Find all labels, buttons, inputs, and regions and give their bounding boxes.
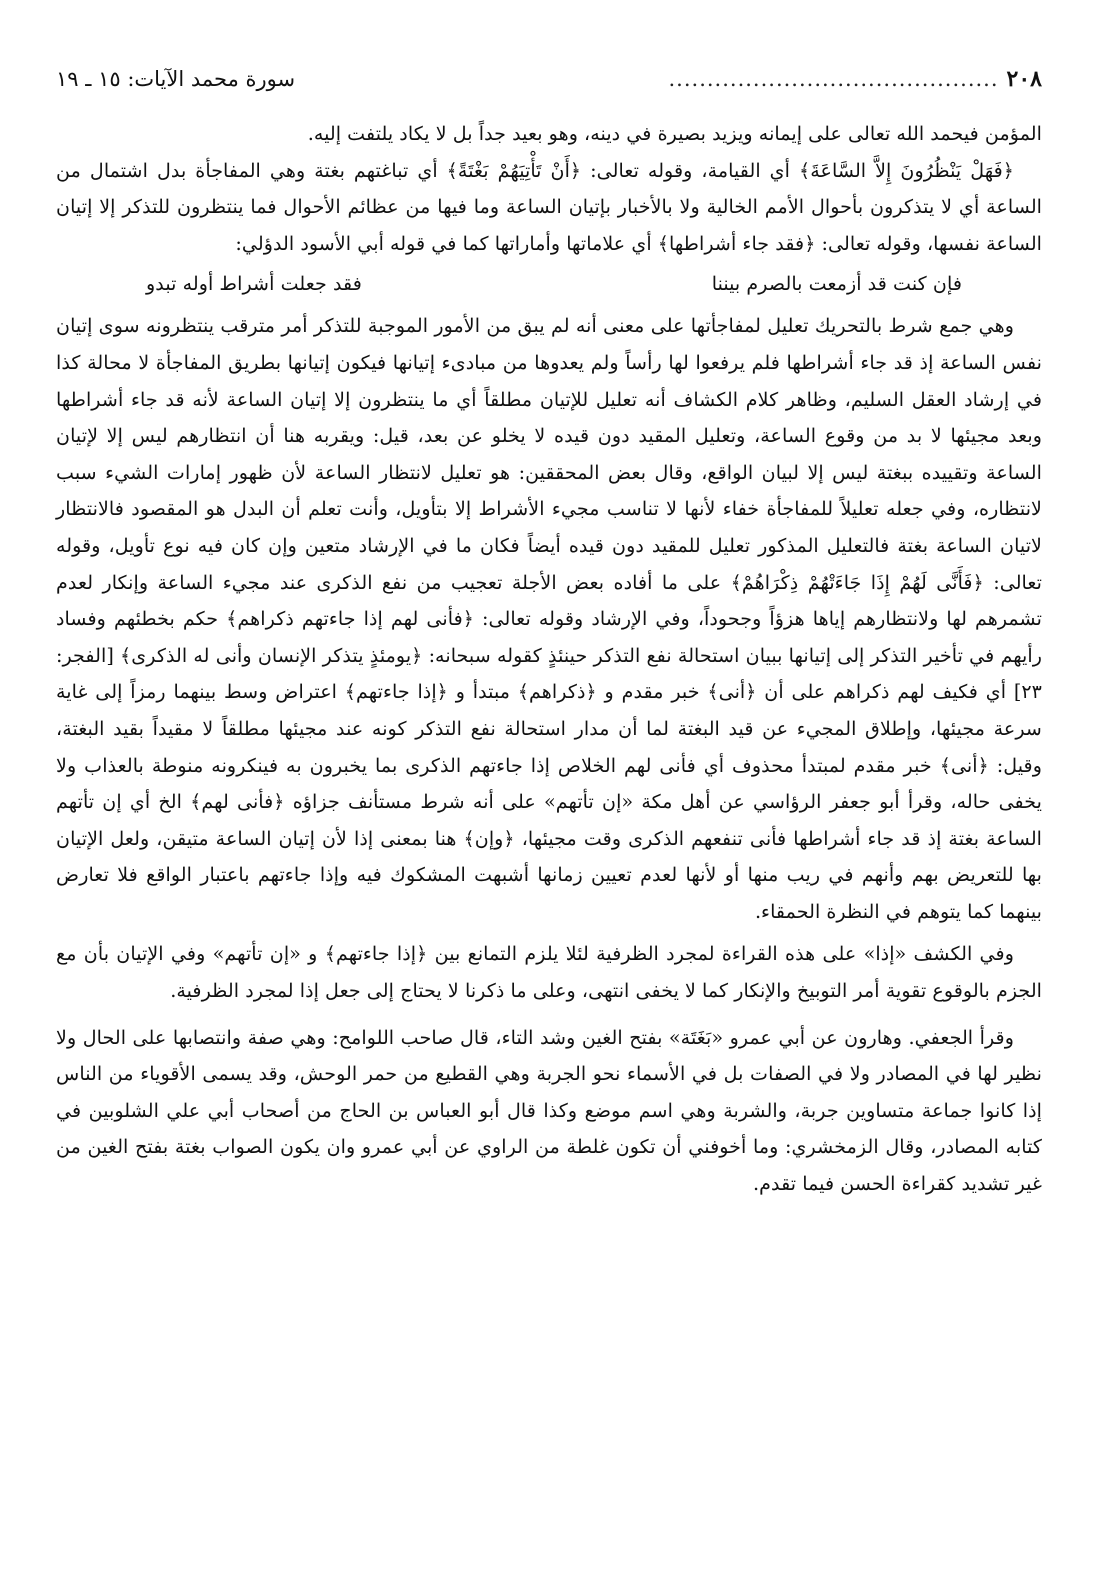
body-text bbox=[56, 116, 1042, 1203]
verse-first-hemistich: فإن كنت قد أزمعت بالصرم بيننا bbox=[711, 272, 962, 296]
page-number: ٢٠٨ bbox=[1006, 66, 1042, 92]
paragraph: وقرأ الجعفي. وهارون عن أبي عمرو «بَغَتَة» بفتح الغين وشد التاء، قال صاحب اللوامح: وهي صفة وانتصابها على الحال ولا نظير لها في المصادر ولا في الصفات بل في الأسماء نحو الجربة وهي القطيع من حمر الوحش، وقد يسمى الأقوياء من الناس إذا كانوا جماعة متساوين جربة، والشربة وهي اسم موضع وكذا قال أبو العباس بن الحاج من أصحاب أبي علي الشلوبين في كتابه المصادر، وقال الزمخشري: وما أخوفني أن تكون غلطة من الراوي عن أبي عمرو وان يكون الصواب بغتة بفتح الغين من غير تشديد كقراءة الحسن فيما تقدم. bbox=[56, 1025, 1042, 1196]
header-right bbox=[669, 64, 1043, 94]
header-dots: ........................................... bbox=[668, 67, 999, 91]
paragraph: المؤمن فيحمد الله تعالى على إيمانه ويزيد بصيرة في دينه، وهو بعيد جداً بل لا يكاد يلتفت إليه. bbox=[307, 122, 1042, 145]
running-header bbox=[56, 62, 1042, 94]
poetry-verse bbox=[56, 264, 1042, 304]
paragraph: ﴿فَهَلْ يَنْظُرُونَ إِلاَّ السَّاعَةَ﴾ أي القيامة، وقوله تعالى: ﴿أَنْ تَأْتِيَهُمْ بَغْتَةً﴾ أي تباغتهم بغتة وهي المفاجأة بدل اشتمال من الساعة أي لا يتذكرون بأحوال الأمم الخالية ولا بالأخبار بإتيان الساعة وما فيها من عظائم الأحوال فما ينتظرون للتذكر إلا إتيان الساعة نفسها، وقوله تعالى: ﴿فقد جاء أشراطها﴾ أي علاماتها وأماراتها كما في قوله أبي الأسود الدؤلي: bbox=[56, 158, 1042, 255]
verse-second-hemistich: فقد جعلت أشراط أوله تبدو bbox=[146, 272, 362, 296]
paragraph: وهي جمع شرط بالتحريك تعليل لمفاجأتها على معنى أنه لم يبق من الأمور الموجبة للتذكر أمر مترقب ينتظرونه سوى إتيان نفس الساعة إذ قد جاء أشراطها فلم يرفعوا لها رأساً ولم يعدوها من مبادىء إتيانها فيكون إتيانها بطريق المفاجأة لا محالة كذا في إرشاد العقل السليم، وظاهر كلام الكشاف أنه تعليل للإتيان مطلقاً أي ما ينتظرون إلا إتيان الساعة لأنه قد جاء أشراطها وبعد مجيئها لا بد من وقوع الساعة، وتعليل المقيد دون قيده لا يخلو عن بعد، قيل: ويقربه هنا أن انتظارهم ليس إلا لإتيان الساعة وتقييده ببغتة ليس إلا لبيان الواقع، وقال بعض المحققين: هو تعليل لانتظار الساعة لأن ظهور إمارات الشيء سبب لانتظاره، وفي جعله تعليلاً للمفاجأة خفاء لأنها لا تناسب مجيء الأشراط إلا بتأويل، وأنت تعلم أن البدل هو المقصود فالانتظار لاتيان الساعة بغتة فالتعليل المذكور تعليل للمقيد دون قيده أيضاً فكان ما في الإرشاد متعين وإن كان فيه نوع تأويل، وقوله تعالى: ﴿فَأَنَّى لَهُمْ إِذَا جَاءَتْهُمْ ذِكْرَاهُمْ﴾ على ما أفاده بعض الأجلة تعجيب من نفع الذكرى عند مجيء الساعة وإنكار لعدم تشمرهم لها ولانتظارهم إياها هزؤاً وجحوداً، وفي الإرشاد وقوله تعالى: ﴿فأنى لهم إذا جاءتهم ذكراهم﴾ حكم بخطئهم وفساد رأيهم في تأخير التذكر إلى إتيانها ببيان استحالة نفع التذكر حينئذٍ كقوله سبحانه: ﴿يومئذٍ يتذكر الإنسان وأنى له الذكرى﴾ [الفجر: ٢٣] أي فكيف لهم ذكراهم على أن ﴿أنى﴾ خبر مقدم و ﴿ذكراهم﴾ مبتدأ و ﴿إذا جاءتهم﴾ اعتراض وسط بينهما رمزاً إلى غاية سرعة مجيئها، وإطلاق المجيء عن قيد البغتة لما أن مدار استحالة نفع التذكر كونه عند مجيئها مطلقاً لا مقيداً بقيد البغتة، وقيل: ﴿أنى﴾ خبر مقدم لمبتدأ محذوف أي فأنى لهم الخلاص إذا جاءتهم الذكرى بما يخبرون به فينكرونه منوطة بالعذاب ولا يخفى حاله، وقرأ أبو جعفر الرؤاسي عن أهل مكة «إن تأتهم» على أنه شرط مستأنف جزاؤه ﴿فأنى لهم﴾ الخ أي إن تأتهم الساعة بغتة إذ قد جاء أشراطها فأنى تنفعهم الذكرى وقت مجيئها، ﴿وإن﴾ هنا بمعنى إذا لأن إتيان الساعة متيقن، ولعل الإتيان بها للتعريض بهم وأنهم في ريب منها أو لأنها لعدم تعيين زمانها أشبهت المشكوك فيه وإذا جاءتهم باعتبار الواقع فلا تعارض بينهما كما يتوهم في النظرة الحمقاء. bbox=[56, 314, 1042, 923]
surah-title: سورة محمد الآيات: ١٥ ـ ١٩ bbox=[56, 67, 296, 91]
paragraph: وفي الكشف «إذا» على هذه القراءة لمجرد الظرفية لئلا يلزم التمانع بين ﴿إذا جاءتهم﴾ و «إن تأتهم» وفي الإتيان بأن مع الجزم بالوقوع تقوية أمر التوبيخ والإنكار كما لا يخفى انتهى، وعلى ما ذكرنا لا يحتاج إلى جعل إذا لمجرد الظرفية. bbox=[56, 942, 1042, 1003]
